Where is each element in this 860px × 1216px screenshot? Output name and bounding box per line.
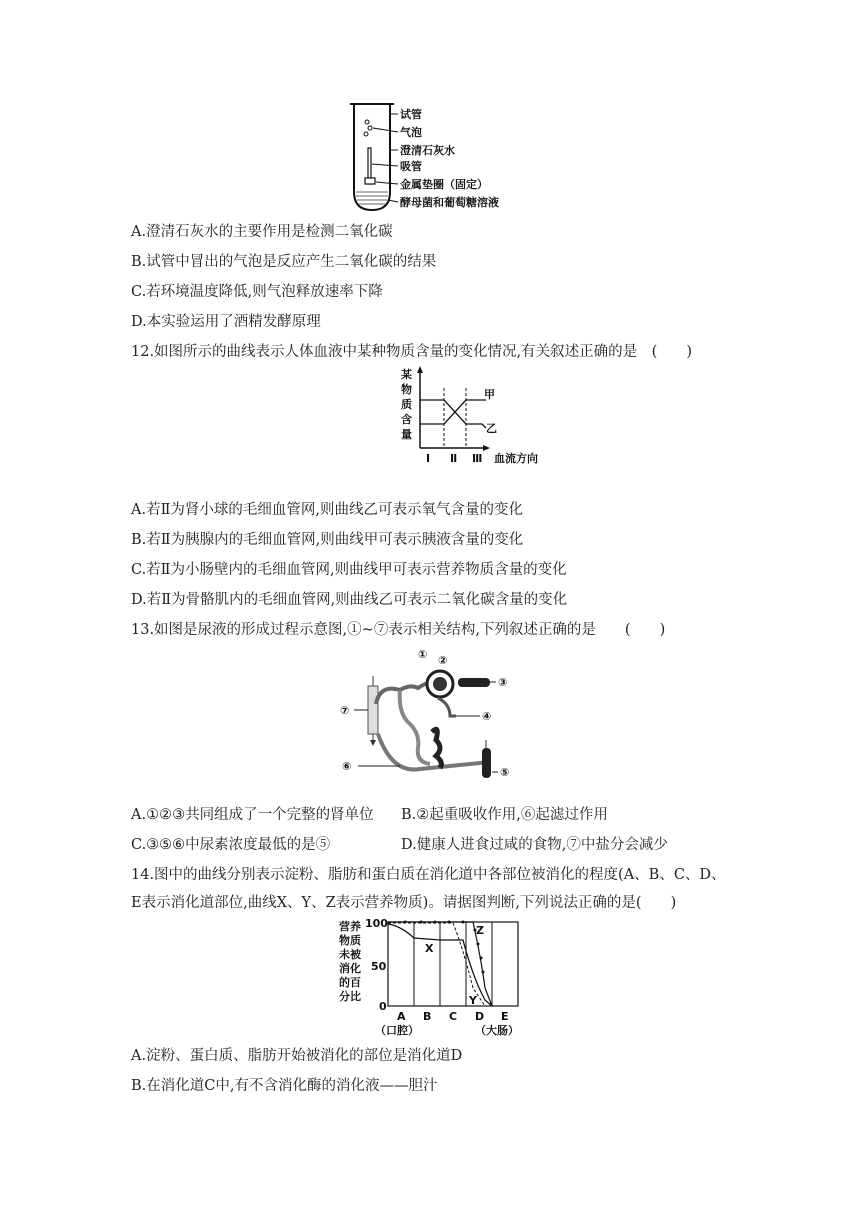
q14-xtick-b: B xyxy=(423,1010,432,1023)
label-straw: 吸管 xyxy=(400,160,422,173)
q12-ylabel-2: 质 xyxy=(401,398,412,411)
q14-xtick-a: A xyxy=(397,1010,406,1023)
q14-ylabel-2: 未被 xyxy=(339,948,361,961)
q14-ytick-100: 100 xyxy=(365,918,388,930)
q13-option-d: D.健康人进食过咸的食物,⑦中盐分会减少 xyxy=(401,837,668,853)
q12-xtick-1: Ⅰ xyxy=(426,452,431,465)
q11-option-d: D.本实验运用了酒精发酵原理 xyxy=(131,314,321,330)
q14-ylabel-0: 营养 xyxy=(339,920,361,933)
label-test-tube: 试管 xyxy=(400,108,422,121)
q14-series-z: Z xyxy=(476,924,484,937)
q13-option-c: C.③⑤⑥中尿素浓度最低的是⑤ xyxy=(131,837,331,853)
label-washer: 金属垫圈（固定） xyxy=(400,178,488,191)
q14-xnote-mouth: （口腔） xyxy=(375,1024,419,1036)
q12-ylabel-4: 量 xyxy=(401,428,412,441)
q14-option-b: B.在消化道C中,有不含消化酶的消化液——胆汁 xyxy=(131,1078,438,1094)
q14-stem-line1: 14.图中的曲线分别表示淀粉、脂肪和蛋白质在消化道中各部位被消化的程度(A、B、C、D、 xyxy=(131,867,726,883)
q11-option-b: B.试管中冒出的气泡是反应产生二氧化碳的结果 xyxy=(131,254,437,270)
q14-ytick-50: 50 xyxy=(371,960,387,973)
q14-ylabel-1: 物质 xyxy=(339,934,361,947)
q13-label-3: ③ xyxy=(498,676,508,689)
q12-option-a: A.若Ⅱ为肾小球的毛细血管网,则曲线乙可表示氧气含量的变化 xyxy=(131,502,524,518)
digestion-figure xyxy=(335,918,535,1036)
test-tube-figure xyxy=(340,96,540,214)
q13-label-2: ② xyxy=(438,654,448,667)
q12-series-yi: 乙 xyxy=(486,422,497,435)
q12-xlabel: 血流方向 xyxy=(494,452,538,465)
q12-option-c: C.若Ⅱ为小肠壁内的毛细血管网,则曲线甲可表示营养物质含量的变化 xyxy=(131,562,567,578)
q12-option-b: B.若Ⅱ为胰腺内的毛细血管网,则曲线甲可表示胰液含量的变化 xyxy=(131,532,524,548)
q12-xtick-2: Ⅱ xyxy=(450,452,458,465)
q13-label-1: ① xyxy=(418,648,428,661)
q14-series-y: Y xyxy=(469,994,477,1007)
q13-option-b: B.②起重吸收作用,⑥起滤过作用 xyxy=(401,807,608,823)
q12-option-d: D.若Ⅱ为骨骼肌内的毛细血管网,则曲线乙可表示二氧化碳含量的变化 xyxy=(131,592,568,608)
q12-stem: 12.如图所示的曲线表示人体血液中某种物质含量的变化情况,有关叙述正确的是 ( ) xyxy=(131,344,692,360)
q13-label-5: ⑤ xyxy=(500,766,510,779)
q11-option-a: A.澄清石灰水的主要作用是检测二氧化碳 xyxy=(131,224,393,240)
q14-option-a: A.淀粉、蛋白质、脂肪开始被消化的部位是消化道D xyxy=(131,1048,463,1064)
q12-ylabel-1: 物 xyxy=(401,383,412,396)
q11-option-c: C.若环境温度降低,则气泡释放速率下降 xyxy=(131,284,383,300)
q14-xtick-e: E xyxy=(501,1010,509,1023)
nephron-figure xyxy=(340,644,530,794)
label-bubble: 气泡 xyxy=(400,126,422,139)
q13-label-4: ④ xyxy=(482,710,492,723)
q13-label-6: ⑥ xyxy=(342,760,352,773)
q14-series-x: X xyxy=(425,942,434,955)
q14-xnote-large-intestine: （大肠） xyxy=(475,1024,519,1036)
q12-series-jia: 甲 xyxy=(484,388,495,401)
q14-xtick-c: C xyxy=(449,1010,458,1023)
q14-stem-line2: E表示消化道部位,曲线X、Y、Z表示营养物质)。请据图判断,下列说法正确的是( ) xyxy=(131,895,677,911)
q14-ylabel-4: 的百 xyxy=(339,976,361,989)
q13-option-a: A.①②③共同组成了一个完整的肾单位 xyxy=(131,807,374,823)
q12-ylabel-3: 含 xyxy=(401,413,412,426)
blood-content-figure xyxy=(398,366,558,470)
q14-ylabel-3: 消化 xyxy=(339,962,361,975)
q12-ylabel-0: 某 xyxy=(401,368,412,381)
q14-xtick-d: D xyxy=(475,1010,485,1023)
q13-label-7: ⑦ xyxy=(340,704,350,717)
q13-stem: 13.如图是尿液的形成过程示意图,①~⑦表示相关结构,下列叙述正确的是 ( ) xyxy=(131,622,666,638)
label-limewater: 澄清石灰水 xyxy=(400,144,455,157)
q12-xtick-3: Ⅲ xyxy=(472,452,483,465)
q14-ylabel-5: 分比 xyxy=(339,990,361,1003)
label-yeast-solution: 酵母菌和葡萄糖溶液 xyxy=(400,196,499,209)
q14-ytick-0: 0 xyxy=(379,1000,387,1013)
